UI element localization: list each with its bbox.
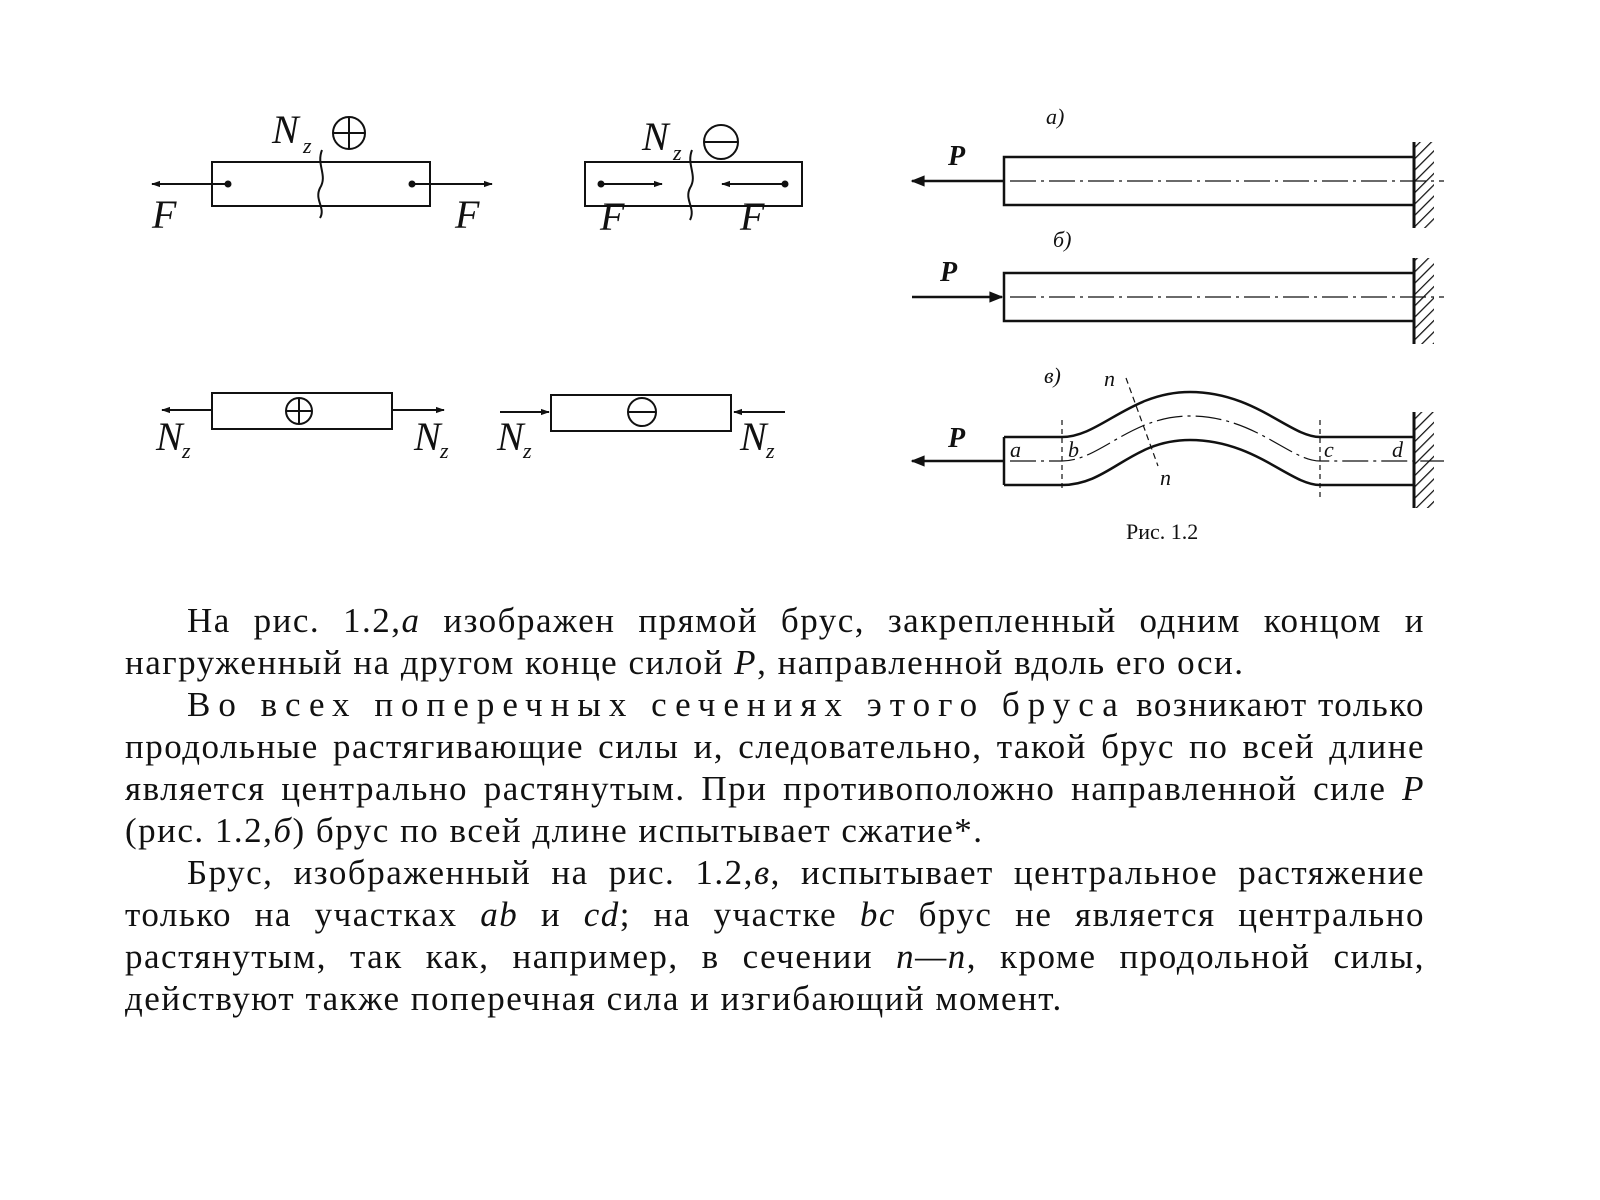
force-label-p: P [948, 423, 966, 454]
nz-label: N [272, 107, 299, 152]
panel-b [912, 258, 1444, 344]
force-label-left: F [600, 194, 625, 239]
nz-subscript: z [766, 438, 775, 463]
figure-area [0, 0, 1600, 590]
panel-a [912, 142, 1444, 228]
point-c-label: c [1324, 437, 1334, 462]
force-label-p: P [940, 257, 958, 288]
paragraph-1: На рис. 1.2,а изображен прямой брус, закрепленный одним концом и нагруженный на другом конце силой P, направленной вдоль его оси. [125, 601, 1425, 682]
force-label-left: F [152, 192, 177, 237]
figure-caption: Рис. 1.2 [1126, 519, 1199, 544]
section-n-bottom-label: n [1160, 465, 1171, 490]
panel-a-label: а) [1046, 104, 1065, 129]
nz-subscript: z [673, 140, 682, 165]
wall-hatch [1414, 142, 1434, 228]
section-cut [318, 150, 323, 218]
section-cut [688, 150, 693, 220]
nz-subscript: z [523, 438, 532, 463]
section-n-top-label: n [1104, 366, 1115, 391]
nz-label-right: N [414, 414, 441, 459]
positive-nz-diagram [162, 393, 444, 429]
force-label-p: P [948, 141, 966, 172]
nz-subscript: z [440, 438, 449, 463]
panel-c-label: в) [1044, 363, 1061, 388]
force-label-right: F [740, 194, 765, 239]
wall-hatch [1414, 412, 1434, 508]
point-b-label: b [1068, 437, 1079, 462]
tension-diagram [152, 117, 492, 218]
nz-label-right: N [740, 414, 767, 459]
point-d-label: d [1392, 437, 1403, 462]
wall-hatch [1414, 258, 1434, 344]
panel-b-label: б) [1053, 227, 1072, 252]
paragraph-3: Брус, изображенный на рис. 1.2,в, испытывает центральное растяжение только на участках ab и cd; на участке bc брус не является центрально растянутым, так как, например, в сечении n—n, кроме продольной силы, действуют также поперечная сила и изгибающий момент. [125, 853, 1426, 1018]
nz-subscript: z [303, 133, 312, 158]
paragraph-2: Во всех поперечных сечениях этого бруса возникают только продольные растягивающие силы и, следовательно, такой брус по всей длине является центрально растянутым. При противоположно направленной силе P (рис. 1.2,б) брус по всей длине испытывает сжатие*. [125, 685, 1425, 850]
force-label-right: F [455, 192, 480, 237]
bent-beam-bottom [1004, 440, 1414, 485]
bent-beam-top [1004, 392, 1414, 437]
nz-label-left: N [156, 414, 183, 459]
point-a-label: a [1010, 437, 1021, 462]
nz-label-left: N [497, 414, 524, 459]
section-n-n-line [1126, 378, 1158, 466]
nz-label: N [642, 114, 669, 159]
nz-subscript: z [182, 438, 191, 463]
body-text [125, 600, 1425, 1020]
panel-c [912, 378, 1444, 508]
